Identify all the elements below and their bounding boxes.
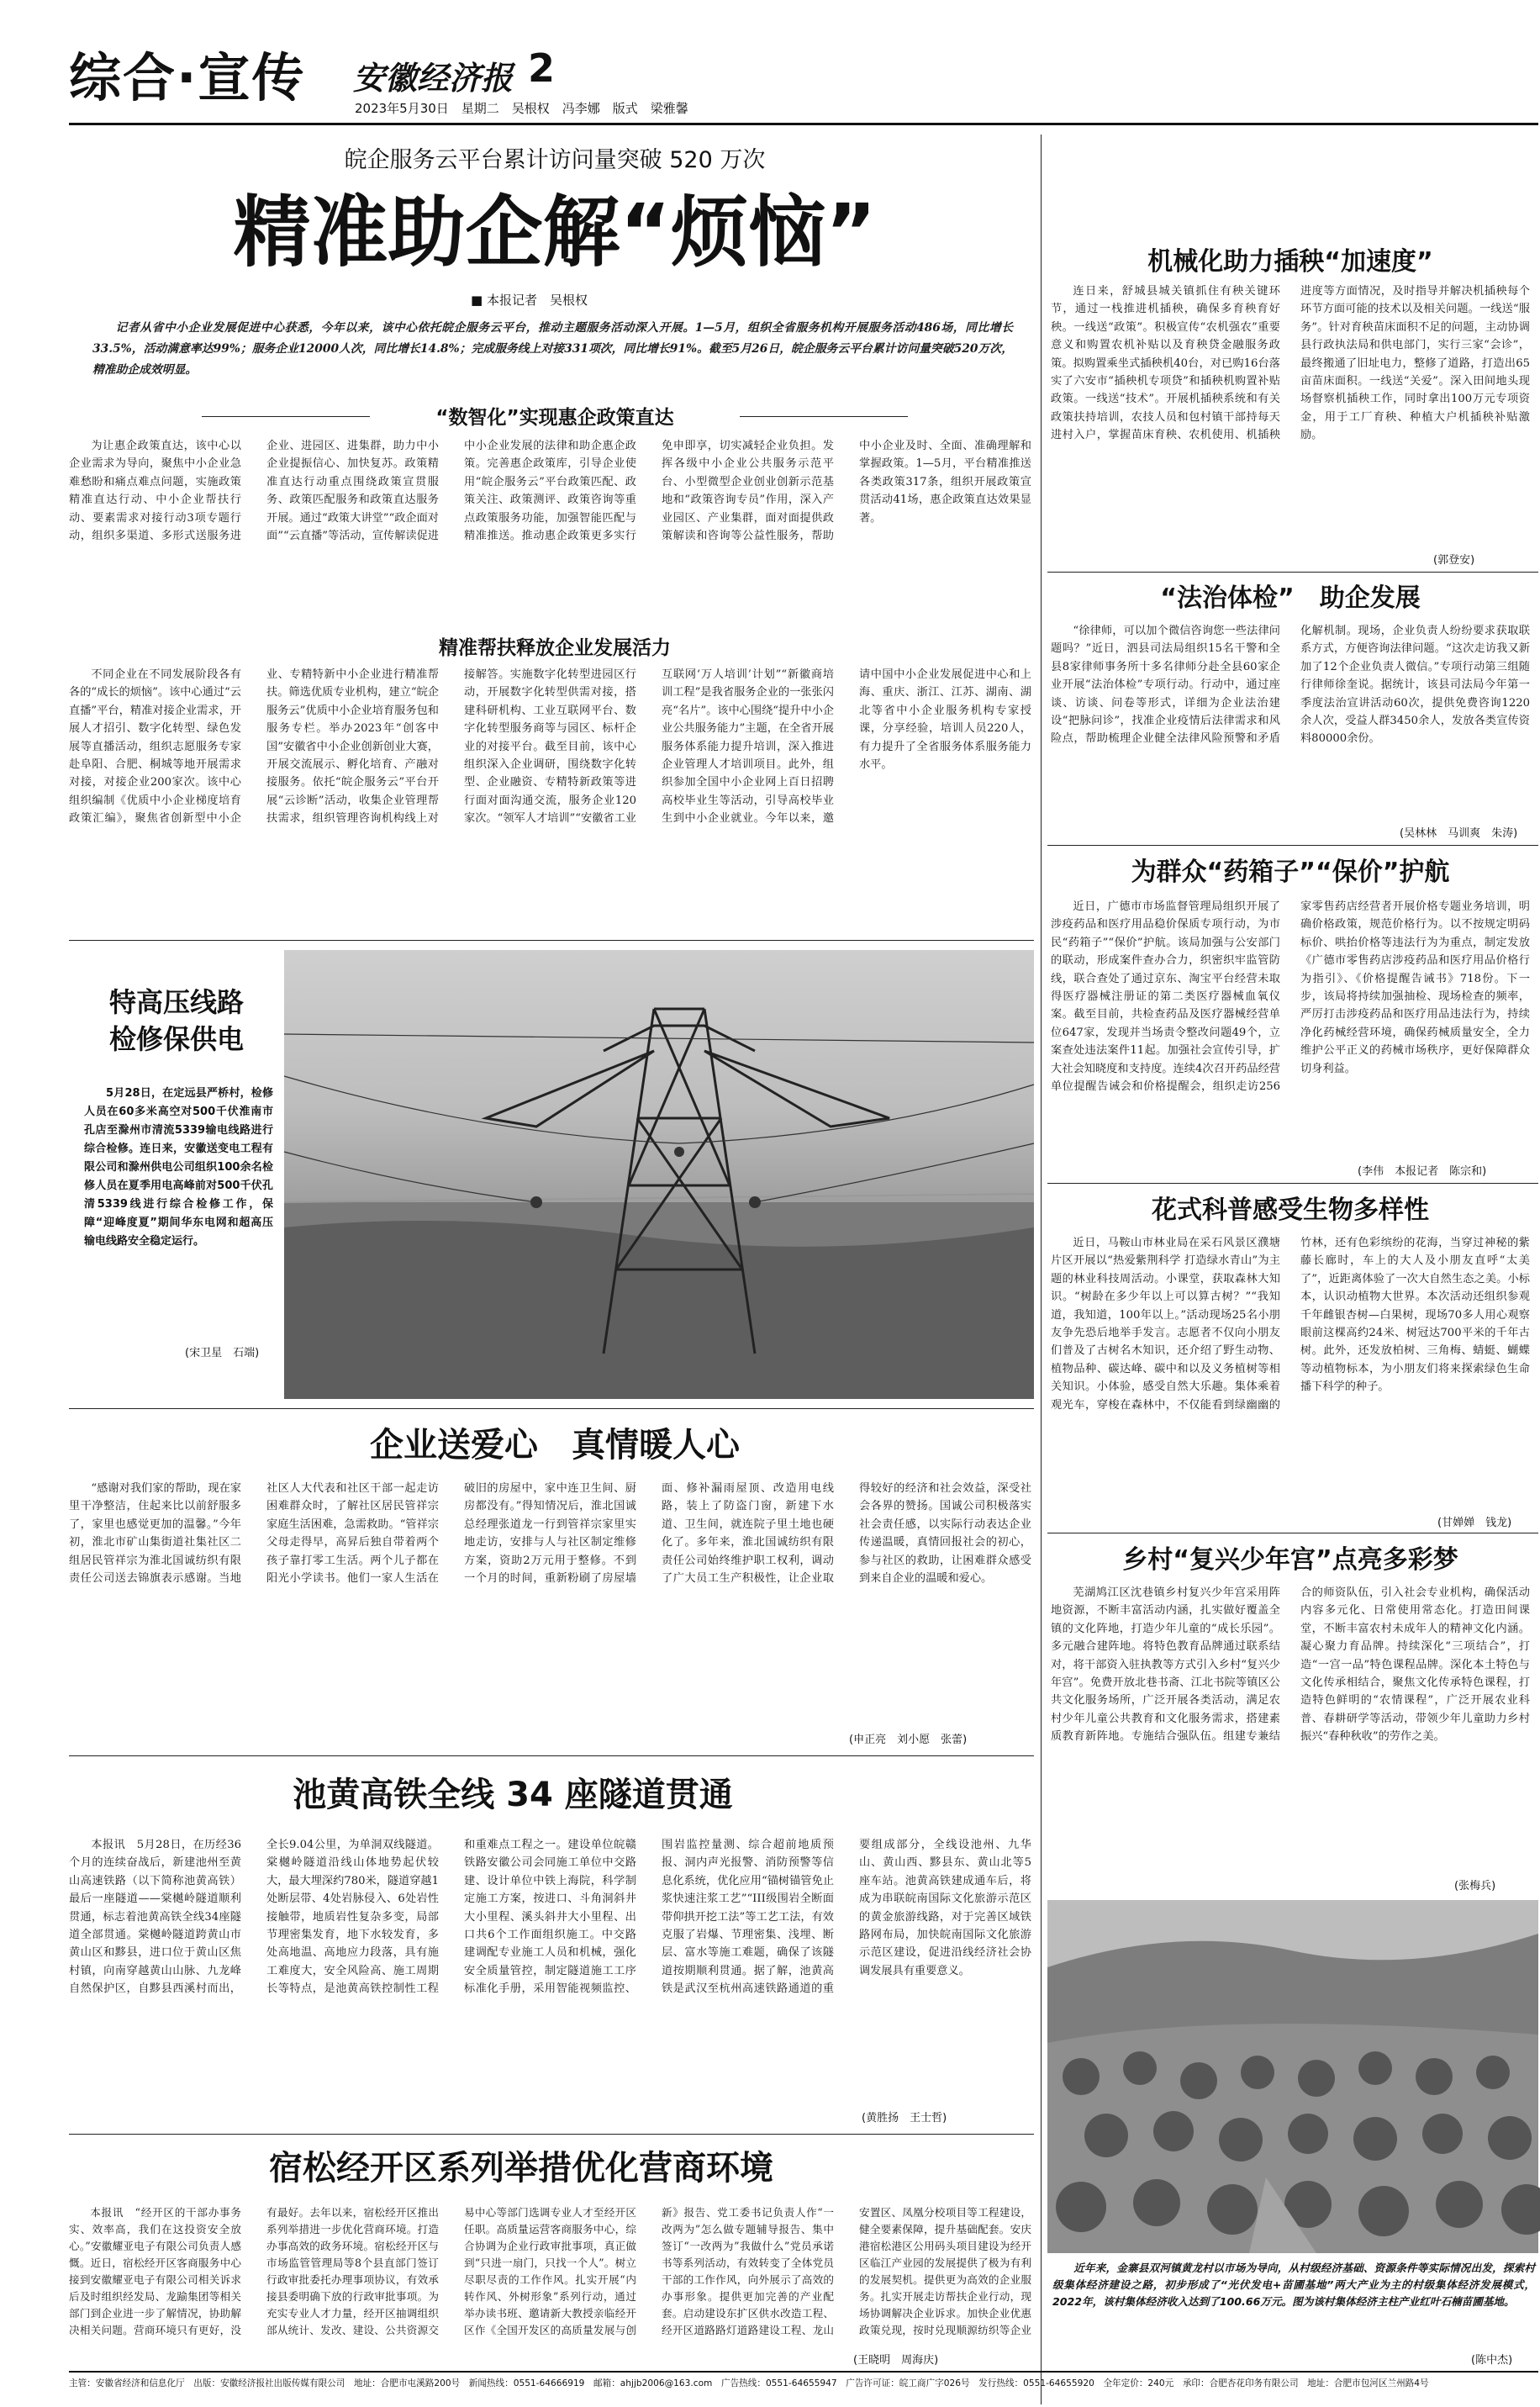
rule [202, 416, 370, 417]
love-headline: 企业送爱心 真情暖人心 [370, 1426, 740, 1465]
susong-headline: 宿松经开区系列举措优化营商环境 [269, 2149, 773, 2188]
love-body: “感谢对我们家的帮助，现在家里干净整洁，住起来比以前舒服多了，家里也感觉更加的温馨。”今年初，淮北市矿山集街道社集社区二组居民管祥宗为淮北国诚纺织有限责任公司送去锦旗表示感谢。当地社区人大代表和社区干部一起走访困难群众时，了解社区居民管祥宗家庭生活困难，急需救助。“管祥宗父母走得早，高昇后独自带着两个孩子靠打零工生活。两个儿子都在阳光小学读书。他们一家人生活在破旧的房屋中，家中连卫生间、厨房都没有。”得知情况后，淮北国诚总经理张道龙一行到管祥宗家里实地走访，安排与人与社区制定维修方案，资助2万元用于整修。不到一个月的时间，重新粉刷了房屋墙面、修补漏雨屋顶、改造用电线路，装上了防盗门窗，新建下水道、卫生间，就连院子里土地也硬化了。多年来，淮北国诚纺织有限责任公司始终维护职工权利，调动了广大员工生产积极性，让企业取得较好的经济和社会效益，深受社会各界的赞扬。国诚公司积极落实社会责任感，以实际行动表达企业传递温暖，真情回报社会的初心，参与社区的救助，让困难群众感受到来自企业的温暖和爱心。 [69, 1482, 1031, 1586]
drug-body: 近日，广德市市场监督管理局组织开展了涉疫药品和医疗用品稳价保质专项行动，为市民“药箱子”“保价”护航。该局加强与公安部门的联动，形成案件查办合力，织密织牢监管防线，联合查处了通过京东、淘宝平台经营未取得医疗器械注册证的第二类医疗器械血氧仪案。截至目前，共检查药品及医疗器械经营单位647家，发现并当场责令整改问题49个，立案查处违法案件11起。加强社会宣传引导，扩大社会知晓度和支持度。连续4次召开药品经营单位提醒告诫会和价格提醒会，组织走访256家零售药店经营者开展价格专题业务培训，明确价格政策，规范价格行为。以不按规定明码标价、哄抬价格等违法行为为重点，制定发放《广德市零售药店涉疫药品和医疗用品价格行为指引》、《价格提醒告诫书》718份。下一步，该局将持续加强抽检、现场检查的频率，严厉打击涉疫药品和医疗用品违法行为，持续净化药械经营环境，确保药械质量安全，全力维护公平正义的药械市场秩序，更好保障群众切身利益。 [1051, 900, 1530, 1094]
lead-section1-title: “数智化”实现惠企政策直达 [435, 407, 674, 429]
orchard-caption: 近年来，金寨县双河镇黄龙村以市场为导向，从村级经济基础、资源条件等实际情况出发，探索村级集体经济建设之路，初步形成了“光伏发电+苗圃基地”两大产业为主的村级集体经济发展模式，2022年，该村集体经济收入达到了100.66万元。图为该村集体经济主柱产业红叶石楠苗圃基地。 [1052, 2262, 1535, 2308]
drug-headline: 为群众“药箱子”“保价”护航 [1131, 858, 1450, 887]
lead-headline: 精准助企解“烦恼” [233, 187, 877, 277]
lead-kicker: 皖企服务云平台累计访问量突破 520 万次 [344, 147, 766, 173]
youth-headline: 乡村“复兴少年宫”点亮多彩梦 [1122, 1545, 1458, 1575]
rice-credit: (郭登安) [1433, 554, 1475, 567]
rule [1047, 1183, 1538, 1184]
flower-credit: (甘婵婵 钱龙) [1437, 1517, 1512, 1529]
lead-section1-body: 为让惠企政策直达，该中心以企业需求为导向，聚焦中小企业急难愁盼和痛点难点问题，实施政策精准直达行动、中小企业帮扶行动、要素需求对接行动3项专题行动，组织多渠道、多形式送服务进企业、进园区、进集群，助力中小企业提振信心、加快复苏。政策精准直达行动重点围绕政策宣贯服务、政策匹配服务和政策直达服务开展。通过“政策大讲堂”“政企面对面”“云直播”等活动，宣传解读促进中小企业发展的法律和助企惠企政策。完善惠企政策库，引导企业使用“皖企服务云”平台政策匹配、政策关注、政策测评、政策咨询等重点政策服务功能，加强智能匹配与精准推送。推动惠企政策更多实行免申即享，切实减轻企业负担。发挥各级中小企业公共服务示范平台、小型微型企业创业创新示范基地和“政策咨询专员”作用，深入产业园区、产业集群，面对面提供政策解读和咨询等公益性服务，帮助中小企业及时、全面、准确理解和掌握政策。1—5月，平台精准推送各类政策317条，组织开展政策宣贯活动41场，惠企政策直达效果显著。 [69, 440, 1031, 543]
photo-story-title [76, 984, 277, 1058]
rule [69, 1755, 1034, 1756]
page-number: 2 [528, 45, 556, 91]
rule [1047, 845, 1538, 846]
flower-body: 近日，马鞍山市林业局在采石风景区濮塘片区开展以“热爱紫荆科学 打造绿水青山”为主题的林业科技周活动。小课堂，获取森林大知识。“树龄在多少年以上可以算古树？”“我知道，我知道，100年以上。”活动现场25名小朋友争先恐后地举手发言。志愿者不仅向小朋友们普及了古树名木知识，还介绍了野生动物、植物品种、碳达峰、碳中和以及义务植树等相关知识。小体验，感受自然大乐趣。集体乘着观光车，穿梭在森林中，不仅能看到绿幽幽的竹林，还有色彩缤纷的花海，当穿过神秘的紫藤长廊时，车上的大人及小朋友直呼“太美了”，近距离体验了一次大自然生态之美。小标本，认识动植物大世界。本次活动还组织参观千年雌银杏树—白果树，现场70多人用心观察眼前这棵高约24米、树冠达700平米的千年古树。此外，还发放柏树、三角梅、蜻蜓、蝴蝶等动植物标本，为小朋友们将来探索绿色生命播下科学的种子。 [1051, 1237, 1530, 1412]
orchard-photo [1047, 1900, 1538, 2253]
tunnel-body: 本报讯 5月28日，在历经36个月的连续奋战后，新建池州至黄山高速铁路（以下简称池黄高铁）最后一座隧道——棠樾岭隧道顺利贯通，标志着池黄高铁全线34座隧道全部贯通。棠樾岭隧道跨黄山市黄山区和黟县，进口位于黄山区焦村镇，向南穿越黄山山脉、九龙峰自然保护区，自黟县西溪村而出，全长9.04公里，为单洞双线隧道。棠樾岭隧道沿线山体地势起伏较大，最大埋深约780米，隧道穿越1处断层带、4处岩脉侵入、6处岩性接触带，地质岩性复杂多变，局部节理密集发育，地下水较发育，多处高地温、高地应力段落，具有施工难度大，安全风险高、施工周期长等特点，是池黄高铁控制性工程和重难点工程之一。建设单位皖赣铁路安徽公司会同施工单位中交路建、设计单位中铁上海院，科学制定施工方案，按进口、斗角洞斜井大小里程、溪头斜井大小里程、出口共6个工作面组织施工。中交路建调配专业施工人员和机械，强化安全质量管控，制定隧道施工工序标准化手册，采用智能视频监控、围岩监控量测、综合超前地质预报、洞内声光报警、消防预警等信息化系统，优化应用“锚树锚管免止浆快速注浆工艺”“III级围岩全断面带仰拱开挖工法”等工艺工法，有效克服了岩爆、节理密集、浅埋、断层、富水等施工难题，确保了该隧道按期顺利贯通。据了解，池黄高铁是武汉至杭州高速铁路通道的重要组成部分，全线设池州、九华山、黄山西、黟县东、黄山北等5座车站。池黄高铁建成通车后，将成为串联皖南国际文化旅游示范区的黄金旅游线路，对于完善区域铁路网布局，加快皖南国际文化旅游示范区建设，促进沿线经济社会协调发展具有重要意义。 [69, 1839, 1031, 1996]
photo-story-title-line1: 特高压线路 [108, 986, 244, 1018]
photo-story-credit: (宋卫星 石端) [185, 1347, 260, 1359]
section-title: 综合·宣传 [69, 47, 306, 108]
lead-section2-body: 不同企业在不同发展阶段各有各的“成长的烦恼”。该中心通过“云直播”平台，精准对接企业需求，开展人才招引、数字化转型、绿色发展等直播活动，组织志愿服务专家赴阜阳、合肥、桐城等地开展需求对接，对接企业200家次。该中心组织编制《优质中小企业梯度培育政策汇编》，聚焦省创新型中小企业、专精特新中小企业进行精准帮扶。筛选优质专业机构，建立“皖企服务云”优质中小企业培育服务包和服务专栏。举办2023年“创客中国”安徽省中小企业创新创业大赛，开展交流展示、孵化培育、产融对接服务。依托“皖企服务云”平台开展“云诊断”活动，收集企业管理帮扶需求，组织管理咨询机构线上对接解答。实施数字化转型进园区行动，开展数字化转型供需对接，搭建科研机构、工业互联网平台、数字化转型服务商等与园区、标杆企业的对接平台。截至目前，该中心组织深入企业调研，围绕数字化转型、企业融资、专精特新政策等进行面对面沟通交流，服务企业120家次。“领军人才培训”“安徽省工业互联网‘万人培训’计划”“新徽商培训工程”是我省服务企业的一张张闪亮“名片”。该中心围绕“提升中小企业公共服务能力”主题，在全省开展服务体系能力提升培训，深入推进企业管理人才培训项目。此外，组织参加全国中小企业网上百日招聘高校毕业生等活动，引导高校毕业生到中小企业就业。今年以来，邀请中国中小企业发展促进中心和上海、重庆、浙江、江苏、湖南、湖北等省中小企业服务机构专家授课，分享经验，培训人员220人，有力提升了全省服务体系服务能力水平。 [69, 668, 1031, 826]
tower-illustration [284, 950, 1034, 1399]
power-tower-photo [284, 950, 1034, 1399]
tunnel-headline: 池黄高铁全线 34 座隧道贯通 [293, 1776, 733, 1814]
drug-credit: (李伟 本报记者 陈宗和) [1358, 1165, 1487, 1178]
orchard-illustration [1047, 1900, 1538, 2253]
flower-headline: 花式科普感受生物多样性 [1152, 1196, 1429, 1225]
law-headline: “法治体检” 助企发展 [1160, 583, 1421, 613]
youth-credit: (张梅兵) [1454, 1880, 1496, 1892]
dateline: 2023年5月30日 星期二 吴根权 冯李娜 版式 梁雅馨 [355, 101, 688, 116]
masthead-rule [69, 123, 1538, 125]
love-credit: (申正亮 刘小愿 张蕾) [849, 1734, 968, 1746]
youth-body: 芜湖鸠江区沈巷镇乡村复兴少年宫采用阵地资源，不断丰富活动内涵，扎实做好覆盖全镇的文化阵地，打造少年儿童的“成长乐园”。多元融合建阵地。将特色教育品牌通过联系结对，将干部资入驻执教等方式引入乡村“复兴少年宫”。免费开放北巷书斋、江北书院等镇区公共文化服务场所，广泛开展各类活动，满足农村少年儿童公共教育和文化服务需求，搭建素质教育新阵地。专施结合强队伍。组建专兼结合的师资队伍，引入社会专业机构，确保活动内容多元化、日常使用常态化。打造田间课堂，不断丰富农村未成年人的精神文化内涵。凝心聚力育品牌。持续深化“三项结合”，打造“一宫一品”特色课程品牌。深化本土特色与文化传承相结合，聚焦文化传承特色课程，打造特色鲜明的“农情课程”，广泛开展农业科普、春耕研学等活动，带领少年儿童助力乡村振兴“春种秋收”的劳作之美。 [1051, 1586, 1530, 1744]
lead-byline: ■ 本报记者 吴根权 [471, 293, 588, 308]
tunnel-credit: (黄胜扬 王士哲) [862, 2112, 947, 2125]
rule [740, 416, 908, 417]
rule [69, 1408, 1034, 1409]
rule [69, 2134, 1034, 2135]
footer-rule [69, 2371, 1538, 2373]
orchard-credit: (陈中杰) [1471, 2354, 1513, 2367]
rule [69, 940, 1034, 941]
susong-credit: (王晓明 周海庆) [853, 2354, 939, 2367]
rule [1047, 572, 1538, 573]
rice-body: 连日来，舒城县城关镇抓住有秧关键环节，通过一栈推进机插秧，确保多育秧育好秧。一线送“政策”。积极宣传“农机强农”重要意义和购置农机补贴以及育秧贷金融服务政策。拟购置乘坐式插秧机40台，对已购16台落实了六安市“插秧机专项贷”和插秧机购置补贴政策。一线送“技术”。开展机插秧系统和有关政策扶持培训，农技人员和包村镇干部持每天进村入户，掌握苗床育秧、农机使用、机插秧进度等方面情况，及时指导并解决机插秧每个环节方面可能的技术以及相关问题。一线送“服务”。针对育秧苗床面积不足的问题，主动协调县行政执法局和供电部门，实行三家“会诊”，最终搬通了旧址电力，整修了道路，打造出65亩苗床面积。一线送“关爱”。深入田间地头现场督察机插秧工作，同时拿出100万元专项资金，用于工厂育秧、种植大户机插秧补贴激励。 [1051, 285, 1530, 442]
rice-headline: 机械化助力插秧“加速度” [1147, 247, 1433, 277]
law-body: “徐律师，可以加个微信咨询您一些法律问题吗？”近日，泗县司法局组织15名干警和全县8家律师事务所十多名律师分赴全县60家企业开展“法治体检”专项行动。行动中，通过座谈、访谈、问卷等形式，详细为企业法治建设“把脉问诊”，找准企业疫情后法律需求和风险点，帮助梳理企业健全法律风险预警和矛盾化解机制。现场，企业负责人纷纷要求获取联系方式，方便咨询法律问题。“这次走访我又新加了12个企业负责人微信。”专项行动第三组随行律师徐奎说。据统计，该县司法局今年第一季度法治宣讲活动60次，提供免费咨询1220余人次，受益人群3450余人，发放各类宣传资料80000余份。 [1051, 625, 1530, 746]
lead-intro: 记者从省中小企业发展促进中心获悉，今年以来，该中心依托皖企服务云平台，推动主题服务活动深入开展。1—5月，组织全省服务机构开展服务活动486场，同比增长33.5%，活动满意率达99%；服务企业12000人次，同比增长14.8%；完成服务线上对接331项次，同比增长91%。截至5月26日，皖企服务云平台累计访问量突破520万次，精准助企成效明显。 [92, 321, 1013, 377]
law-credit: (吴林林 马训爽 朱涛) [1400, 827, 1518, 840]
footer-info: 主管：安徽省经济和信息化厅 出版：安徽经济报社出版传媒有限公司 地址：合肥市屯溪路200号 新闻热线：0551-64666919 邮箱：ahjjb2006@163.com 广告热线：0551-64655947 广告许可证：皖工商广字026号 发行热线：0551-64655920 全年定价：240元 承印：合肥杏花印务有限公司 地址：合肥市包河区兰州路4号 [69, 2378, 1429, 2389]
susong-body: 本报讯 “经开区的干部办事务实、效率高，我们在这投资安全放心。”安徽耀亚电子有限公司负责人感慨。近日，宿松经开区客商服务中心接到安徽耀亚电子有限公司相关诉求后及时组织经发局、龙踰集团等相关部门到企业进一步了解情况，协助解决相关问题。营商环境只有更好，没有最好。去年以来，宿松经开区推出系列举措进一步优化营商环境。打造办事高效的政务环境。宿松经开区与市场监管管理局等8个县直部门签订行政审批委托办理事项协议，有效承接县委明确下放的行政审批事项。为充实专业人才力量，经开区抽调组织部从统计、发改、建设、公共资源交易中心等部门选调专业人才至经开区任职。高质量运营客商服务中心，综合协调为企业行政审批事项，真正做到“只进一扇门，只找一个人”。树立尽职尽责的工作作风。扎实开展“内转作风、外树形象”系列行动，通过举办读书班、邀请新大教授亲临经开区作《全国开发区的高质量发展与创新》报告、党工委书记负责人作“一改两为”怎么做专题辅导报告、集中签订“一改两为”我做什么”党员承诺书等系列活动，有效转变了全体党员干部的工作作风，向外展示了高效的办事形象。提供更加完善的产业配套。启动建设东扩区供水改造工程、经开区道路路灯道路建设工程、龙山安置区、凤凰分校项目等工程建设，健全要素保障，提升基础配套。安庆港宿松港区公用码头项目建设为经开区临江产业园的发展提供了极为有利的发展契机。提供更为高效的企业服务。扎实开展走访帮扶企业行动，现场协调解决企业诉求。加快企业优惠政策兑现，按时兑现顺源纺织等企业 [69, 2206, 1031, 2336]
newspaper-logo: 安徽经济报 [353, 59, 514, 97]
column-divider [1041, 135, 1042, 2404]
photo-story-title-line2: 检修保供电 [108, 1023, 244, 1055]
photo-story-text: 5月28日，在定远县严桥村，检修人员在60多米高空对500千伏淮南市孔店至滁州市清流5339输电线路进行综合检修。连日来，安徽送变电工程有限公司和滁州供电公司组织100余名检修人员在夏季用电高峰前对500千伏孔清5339线进行综合检修工作，保障“迎峰度夏”期间华东电网和超高压输电线路安全稳定运行。 [84, 1087, 273, 1248]
lead-section2-title: 精准帮扶释放企业发展活力 [439, 637, 671, 659]
